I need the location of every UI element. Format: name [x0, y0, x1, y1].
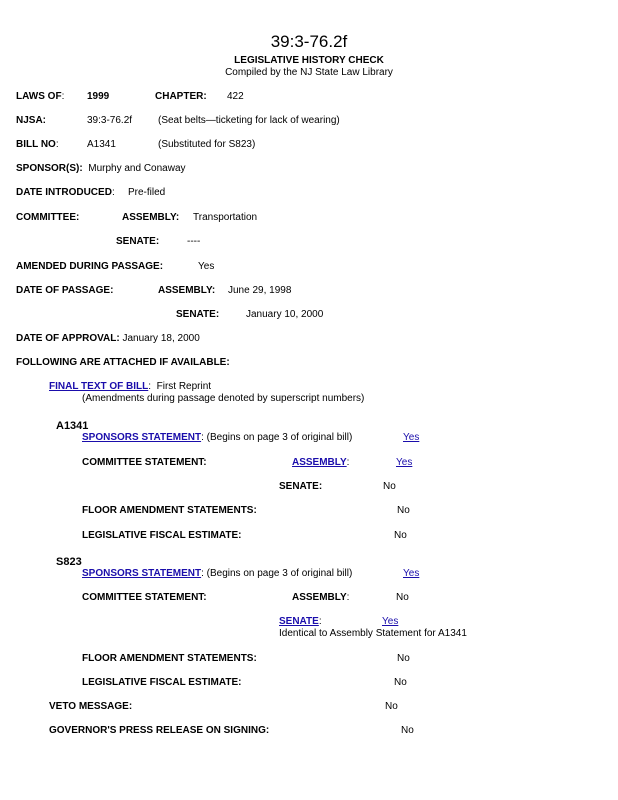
s823-sponsors-row — [82, 568, 352, 580]
laws-of-colon: : — [61, 91, 65, 102]
a1341-fiscal-label: LEGISLATIVE FISCAL ESTIMATE: — [82, 530, 242, 541]
a1341-assembly-row — [292, 457, 349, 469]
chapter-label: CHAPTER: — [155, 91, 207, 102]
governor-value: No — [401, 725, 414, 736]
date-introduced-value: Pre-filed — [128, 187, 166, 198]
approval-value: January 18, 2000 — [122, 333, 200, 344]
a1341-sponsors-note: : (Begins on page 3 of original bill) — [201, 432, 353, 443]
committee-senate-value: ---- — [187, 236, 201, 247]
s823-senate-link[interactable]: SENATE — [279, 616, 319, 627]
committee-assembly-label: ASSEMBLY: — [122, 212, 180, 223]
s823-assembly-colon: : — [346, 592, 350, 603]
s823-heading: S823 — [56, 556, 82, 568]
s823-floor-value: No — [397, 653, 410, 664]
attached-heading: FOLLOWING ARE ATTACHED IF AVAILABLE: — [16, 357, 230, 368]
s823-senate-colon: : — [318, 616, 322, 627]
s823-sponsors-yes-link[interactable]: Yes — [403, 568, 420, 579]
date-introduced-colon: : — [111, 187, 115, 198]
final-text-colon: : — [148, 381, 152, 392]
passage-assembly-label: ASSEMBLY: — [158, 285, 216, 296]
s823-committee-label: COMMITTEE STATEMENT: — [82, 592, 207, 603]
s823-senate-yes-link[interactable]: Yes — [382, 616, 399, 627]
passage-label: DATE OF PASSAGE: — [16, 285, 114, 296]
a1341-assembly-colon: : — [346, 457, 350, 468]
njsa-description: (Seat belts—ticketing for lack of wearing) — [158, 115, 340, 126]
page-subtitle: LEGISLATIVE HISTORY CHECK — [234, 55, 384, 66]
s823-assembly-label: ASSEMBLY — [292, 592, 347, 603]
amended-value: Yes — [198, 261, 215, 272]
a1341-sponsors-yes-link[interactable]: Yes — [403, 432, 420, 443]
a1341-sponsors-link[interactable]: SPONSORS STATEMENT — [82, 432, 202, 443]
final-text-note: (Amendments during passage denoted by superscript numbers) — [82, 393, 365, 404]
a1341-sponsors-row — [82, 432, 352, 444]
bill-no-description: (Substituted for S823) — [158, 139, 256, 150]
page-title: 39:3-76.2f — [270, 32, 348, 51]
committee-label: COMMITTEE: — [16, 212, 80, 223]
bill-no-label-wrap — [16, 139, 59, 151]
sponsors-value: Murphy and Conaway — [88, 163, 186, 174]
passage-assembly-value: June 29, 1998 — [228, 285, 292, 296]
passage-senate-value: January 10, 2000 — [246, 309, 324, 320]
date-introduced-label-wrap — [16, 187, 115, 199]
bill-no-label: BILL NO — [16, 139, 56, 150]
chapter-value: 422 — [227, 91, 244, 102]
veto-label: VETO MESSAGE: — [49, 701, 133, 712]
njsa-value: 39:3-76.2f — [87, 115, 133, 126]
a1341-floor-label: FLOOR AMENDMENT STATEMENTS: — [82, 505, 257, 516]
approval-row — [16, 333, 200, 345]
final-text-row — [49, 381, 211, 393]
laws-of-year: 1999 — [87, 91, 110, 102]
committee-senate-label: SENATE: — [116, 236, 160, 247]
veto-value: No — [385, 701, 398, 712]
governor-label: GOVERNOR'S PRESS RELEASE ON SIGNING: — [49, 725, 270, 736]
a1341-assembly-yes-link[interactable]: Yes — [396, 457, 413, 468]
s823-sponsors-link[interactable]: SPONSORS STATEMENT — [82, 568, 202, 579]
s823-floor-label: FLOOR AMENDMENT STATEMENTS: — [82, 653, 257, 664]
date-introduced-label: DATE INTRODUCED — [16, 187, 112, 198]
s823-fiscal-label: LEGISLATIVE FISCAL ESTIMATE: — [82, 677, 242, 688]
a1341-heading: A1341 — [56, 420, 89, 432]
approval-label: DATE OF APPROVAL: — [16, 333, 120, 344]
sponsors-row — [16, 163, 186, 175]
bill-no-value: A1341 — [87, 139, 116, 150]
a1341-committee-label: COMMITTEE STATEMENT: — [82, 457, 207, 468]
s823-assembly-row — [292, 592, 349, 604]
njsa-label: NJSA: — [16, 115, 47, 126]
sponsors-label: SPONSOR(S): — [16, 163, 83, 174]
a1341-assembly-link[interactable]: ASSEMBLY — [292, 457, 347, 468]
s823-fiscal-value: No — [394, 677, 407, 688]
s823-senate-note: Identical to Assembly Statement for A1341 — [279, 628, 467, 639]
s823-sponsors-note: : (Begins on page 3 of original bill) — [201, 568, 353, 579]
amended-label: AMENDED DURING PASSAGE: — [16, 261, 164, 272]
a1341-senate-label: SENATE: — [279, 481, 323, 492]
committee-assembly-value: Transportation — [193, 212, 258, 223]
laws-of-label-wrap — [16, 91, 64, 103]
laws-of-label: LAWS OF — [16, 91, 62, 102]
a1341-floor-value: No — [397, 505, 410, 516]
s823-senate-row — [279, 616, 322, 628]
a1341-senate-value: No — [383, 481, 396, 492]
passage-senate-label: SENATE: — [176, 309, 220, 320]
compiled-by: Compiled by the NJ State Law Library — [225, 67, 393, 78]
final-text-link[interactable]: FINAL TEXT OF BILL — [49, 381, 149, 392]
a1341-fiscal-value: No — [394, 530, 407, 541]
final-text-value: First Reprint — [156, 381, 212, 392]
bill-no-colon: : — [55, 139, 59, 150]
s823-assembly-value: No — [396, 592, 409, 603]
